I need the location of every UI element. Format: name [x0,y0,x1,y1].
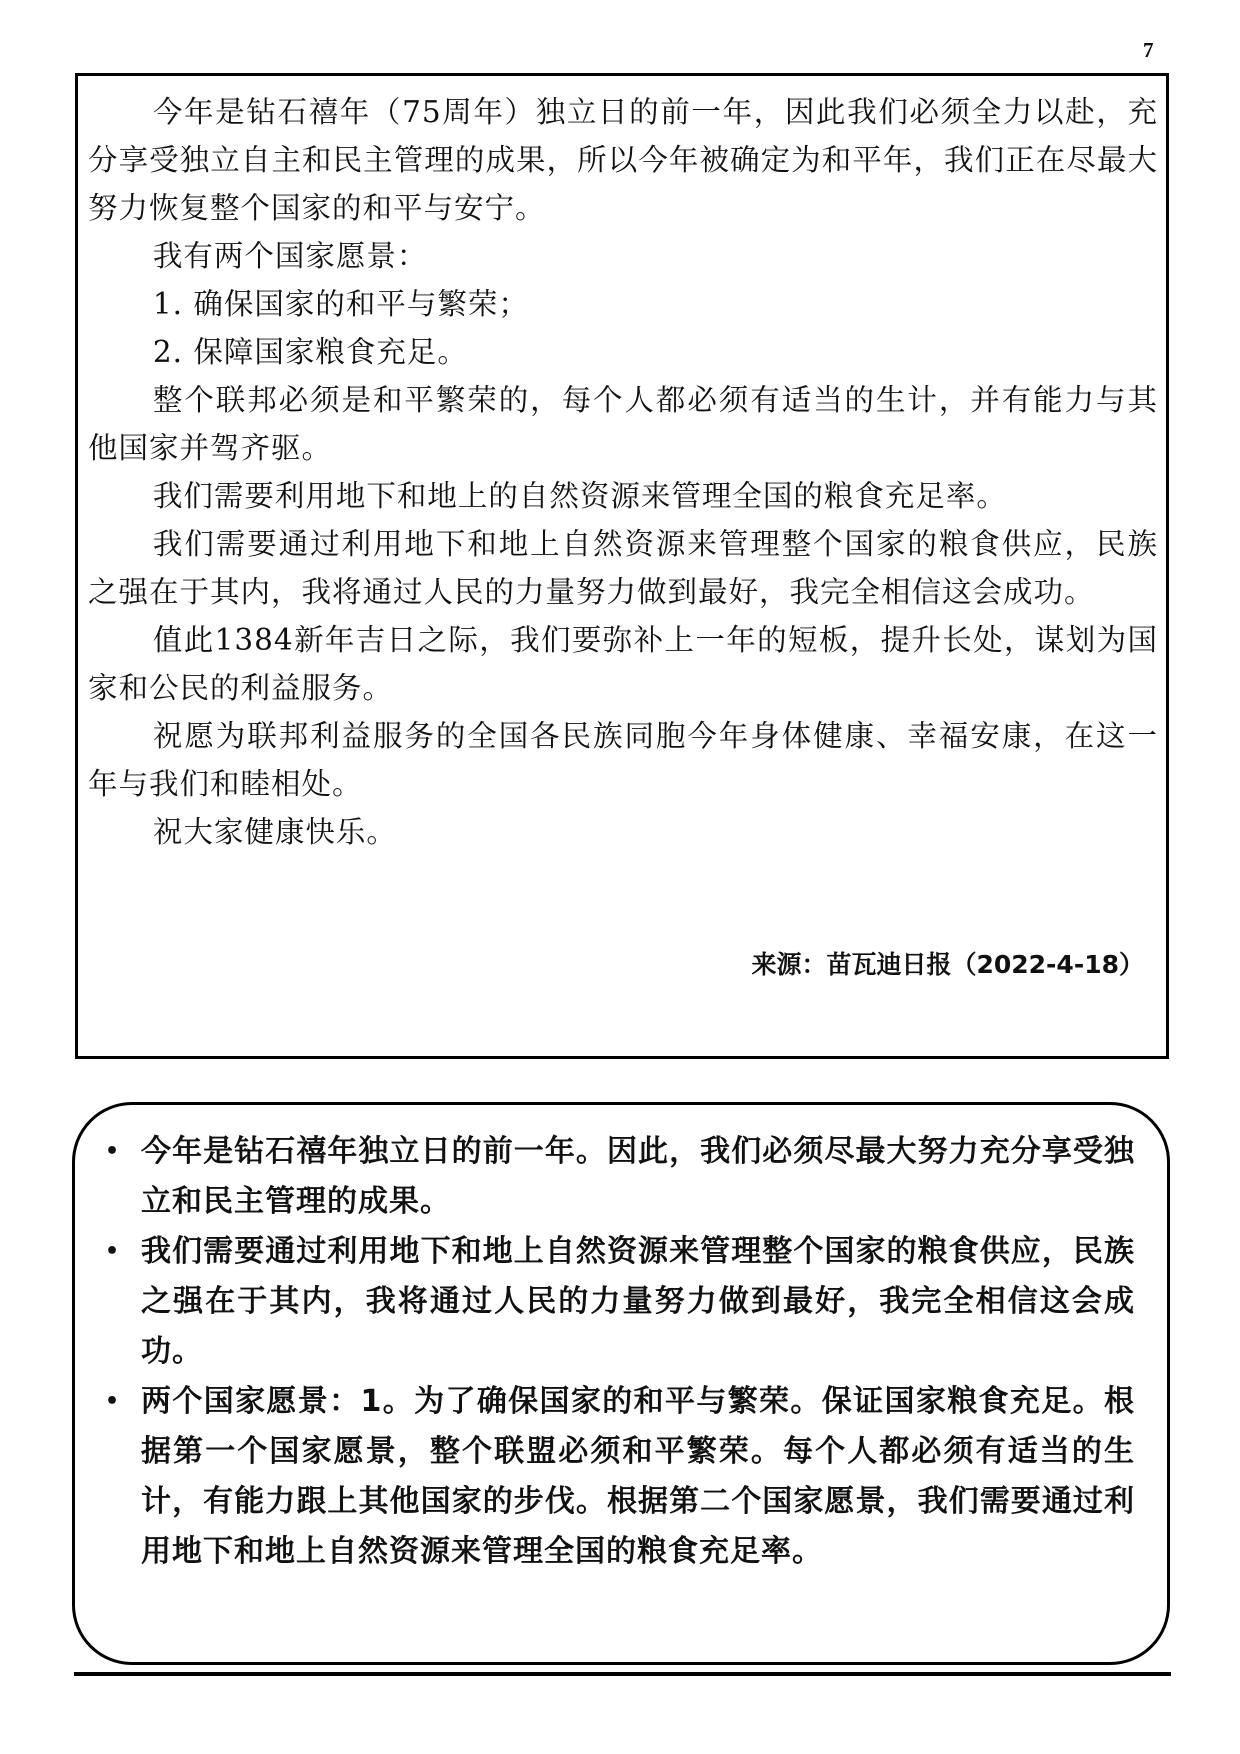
article-box [75,73,1169,1059]
article-paragraph: 值此1384新年吉日之际，我们要弥补上一年的短板，提升长处，谋划为国家和公民的利益服务。 [88,623,1158,705]
article-paragraph: 祝愿为联邦利益服务的全国各民族同胞今年身体健康、幸福安康，在这一年与我们和睦相处。 [88,719,1158,801]
vision-list-item: 1. 确保国家的和平与繁荣； [152,287,529,321]
summary-list [105,1127,1135,1577]
summary-item-text: 两个国家愿景：1。为了确保国家的和平与繁荣。保证国家粮食充足。根据第一个国家愿景，整个联盟必须和平繁荣。每个人都必须有适当的生计，有能力跟上其他国家的步伐。根据第二个国家愿景，我们需要通过利用地下和地上自然资源来管理全国的粮食充足率。 [141,1384,1135,1569]
summary-item-text: 我们需要通过利用地下和地上自然资源来管理整个国家的粮食供应，民族之强在于其内，我将通过人民的力量努力做到最好，我完全相信这会成功。 [141,1234,1135,1369]
summary-item [105,1377,1135,1577]
article-paragraph: 今年是钻石禧年（75周年）独立日的前一年，因此我们必须全力以赴，充分享受独立自主和民主管理的成果，所以今年被确定为和平年，我们正在尽最大努力恢复整个国家的和平与安宁。 [88,95,1158,225]
summary-item [105,1127,1135,1227]
bullet-icon: • [105,1239,121,1264]
article-source: 来源：苗瓦迪日报（2022-4-18） [751,950,1144,979]
article-paragraph: 我们需要利用地下和地上的自然资源来管理全国的粮食充足率。 [152,479,1007,513]
vision-list-item: 2. 保障国家粮食充足。 [152,335,468,369]
article-paragraph: 我有两个国家愿景： [152,239,428,273]
article-paragraph: 我们需要通过利用地下和地上自然资源来管理整个国家的粮食供应，民族之强在于其内，我将通过人民的力量努力做到最好，我完全相信这会成功。 [88,527,1158,609]
article-paragraph: 整个联邦必须是和平繁荣的，每个人都必须有适当的生计，并有能力与其他国家并驾齐驱。 [88,383,1158,465]
bullet-icon: • [105,1389,121,1414]
summary-item [105,1227,1135,1377]
summary-box [72,1102,1170,1665]
summary-item-text: 今年是钻石禧年独立日的前一年。因此，我们必须尽最大努力充分享受独立和民主管理的成果。 [141,1134,1135,1219]
article-body [88,88,1158,856]
bullet-icon: • [105,1139,121,1164]
bottom-divider [74,1672,1171,1676]
page-number: 7 [1143,38,1154,62]
article-paragraph: 祝大家健康快乐。 [152,815,397,849]
